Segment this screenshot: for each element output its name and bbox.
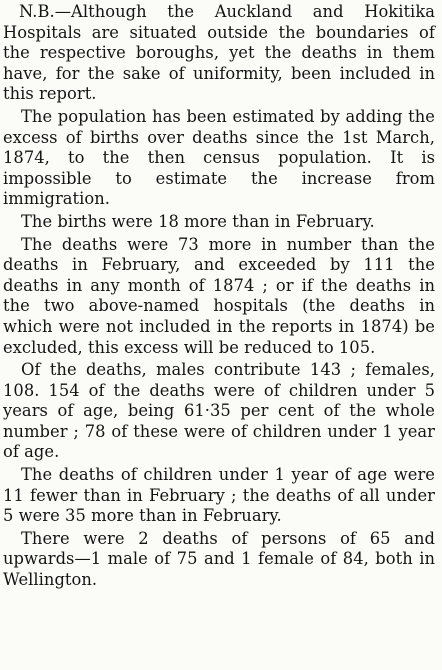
paragraph-population-estimate: The population has been estimated by adding the excess of births over deaths since the 1st March, 1874, to the then census population. It is impossible to estimate the increase from immigration. <box>3 106 435 209</box>
paragraph-hospital-note: N.B.—Although the Auckland and Hokitika Hospitals are situated outside the boundaries of the respective boroughs, yet the deaths in them have, for the sake of uniformity, been included in this report. <box>3 2 435 104</box>
paragraph-births: The births were 18 more than in February. <box>21 211 375 231</box>
paragraph-deaths-by-sex-age: Of the deaths, males contribute 143 ; females, 108. 154 of the deaths were of children under 5 years of age, being 61·35 per cent of the whole number ; 78 of these were of children under 1 year of age. <box>3 360 435 462</box>
paragraph-child-deaths: The deaths of children under 1 year of age were 11 fewer than in February ; the deaths of all under 5 were 35 more than in February. <box>3 465 435 526</box>
paragraph-deaths-comparison: The deaths were 73 more in number than the deaths in February, and exceeded by 111 the deaths in any month of 1874 ; or if the deaths in the two above-named hospitals (the deaths in which were not included in the reports in 1874) be excluded, this excess will be reduced to 105. <box>3 234 435 357</box>
paragraph-elderly-deaths: There were 2 deaths of persons of 65 and upwards—1 male of 75 and 1 female of 84, both in Wellington. <box>3 528 435 590</box>
